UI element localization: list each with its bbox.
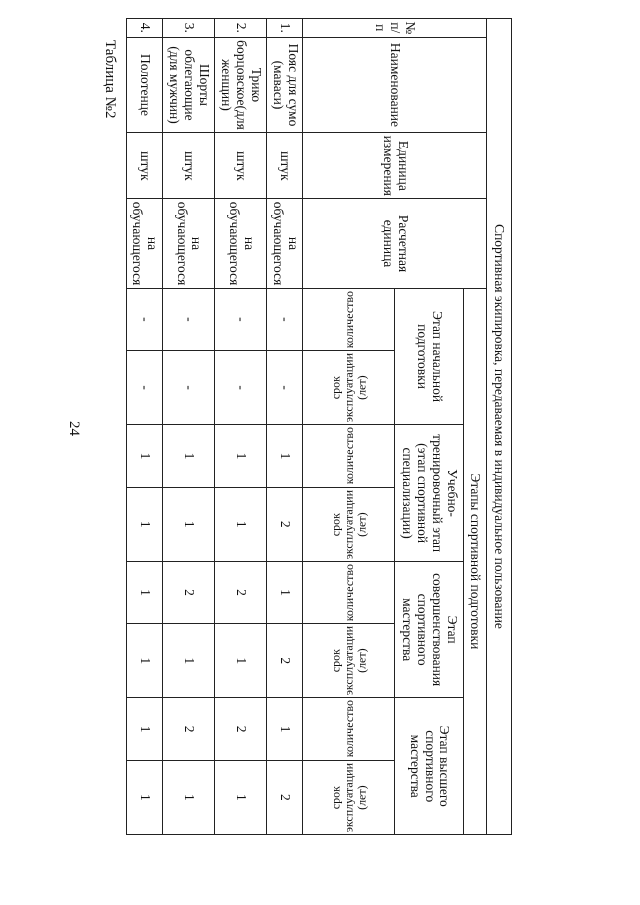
row-calc: на обучающегося — [162, 199, 214, 288]
row-value: 1 — [215, 760, 267, 834]
stage-name-1: Этап начальной подготовки — [395, 288, 464, 425]
row-value: 1 — [267, 698, 303, 760]
row-value: 1 — [127, 561, 163, 623]
stage-name-3: Этап совершенствования спортивного мастерства — [395, 561, 464, 698]
row-value: - — [162, 288, 214, 350]
page-number: 24 — [66, 421, 82, 436]
row-value: - — [215, 351, 267, 425]
stage-name-4: Этап высшего спортивного мастерства — [395, 698, 464, 835]
header-num: № п/п — [303, 19, 487, 38]
row-value: - — [127, 351, 163, 425]
row-calc: на обучающегося — [127, 199, 163, 288]
row-value: 1 — [127, 487, 163, 561]
row-value: 1 — [127, 760, 163, 834]
equipment-table — [126, 18, 512, 835]
header-unit: Единица измерения — [303, 133, 487, 199]
row-num: 4. — [127, 19, 163, 38]
header-name: Наименование — [303, 37, 487, 133]
term-header: срок эксплуатации (лет) — [303, 351, 395, 425]
row-value: 1 — [267, 561, 303, 623]
row-value: 2 — [215, 561, 267, 623]
row-num: 1. — [267, 19, 303, 38]
header-calc-unit: Расчетная единица — [303, 199, 487, 288]
row-value: 1 — [215, 624, 267, 698]
row-calc: на обучающегося — [267, 199, 303, 288]
row-unit: штук — [127, 133, 163, 199]
row-value: - — [267, 351, 303, 425]
table-row — [267, 19, 303, 835]
row-value: 1 — [215, 425, 267, 487]
row-name: Пояс для сумо (маваси) — [267, 37, 303, 133]
row-num: 2. — [215, 19, 267, 38]
stage-name-2: Учебно-тренировочный этап (этап спортивной специализации) — [395, 425, 464, 562]
row-value: 2 — [267, 760, 303, 834]
row-value: - — [267, 288, 303, 350]
row-value: - — [127, 288, 163, 350]
row-value: 2 — [267, 487, 303, 561]
row-value: 1 — [162, 487, 214, 561]
table-row — [215, 19, 267, 835]
row-unit: штук — [267, 133, 303, 199]
row-value: 1 — [162, 425, 214, 487]
row-name: Трико борцовское(для женщин) — [215, 37, 267, 133]
table-label: Таблица №2 — [102, 40, 118, 119]
row-name: Шорты облегающие (для мужчин) — [162, 37, 214, 133]
row-value: - — [162, 351, 214, 425]
row-value: 2 — [162, 698, 214, 760]
row-value: 1 — [127, 698, 163, 760]
table-row — [162, 19, 214, 835]
qty-header: количество — [303, 425, 395, 487]
caption-row — [487, 19, 512, 835]
term-header: срок эксплуатации (лет) — [303, 760, 395, 834]
header-stages: Этапы спортивной подготовки — [464, 288, 487, 834]
row-value: - — [215, 288, 267, 350]
table-row — [127, 19, 163, 835]
row-unit: штук — [215, 133, 267, 199]
row-value: 1 — [127, 624, 163, 698]
qty-header: количество — [303, 698, 395, 760]
row-value: 1 — [267, 425, 303, 487]
qty-header: количество — [303, 561, 395, 623]
row-value: 2 — [162, 561, 214, 623]
row-name: Полотенце — [127, 37, 163, 133]
term-header: срок эксплуатации (лет) — [303, 487, 395, 561]
row-value: 2 — [215, 698, 267, 760]
header-row-1 — [464, 19, 487, 835]
row-value: 1 — [162, 624, 214, 698]
row-value: 1 — [127, 425, 163, 487]
row-value: 1 — [215, 487, 267, 561]
rotated-table-wrapper — [126, 18, 512, 835]
table-caption: Спортивная экипировка, передаваемая в индивидуальное пользование — [487, 19, 512, 835]
row-value: 1 — [162, 760, 214, 834]
row-value: 2 — [267, 624, 303, 698]
term-header: срок эксплуатации (лет) — [303, 624, 395, 698]
row-unit: штук — [162, 133, 214, 199]
row-num: 3. — [162, 19, 214, 38]
qty-header: количество — [303, 288, 395, 350]
row-calc: на обучающегося — [215, 199, 267, 288]
